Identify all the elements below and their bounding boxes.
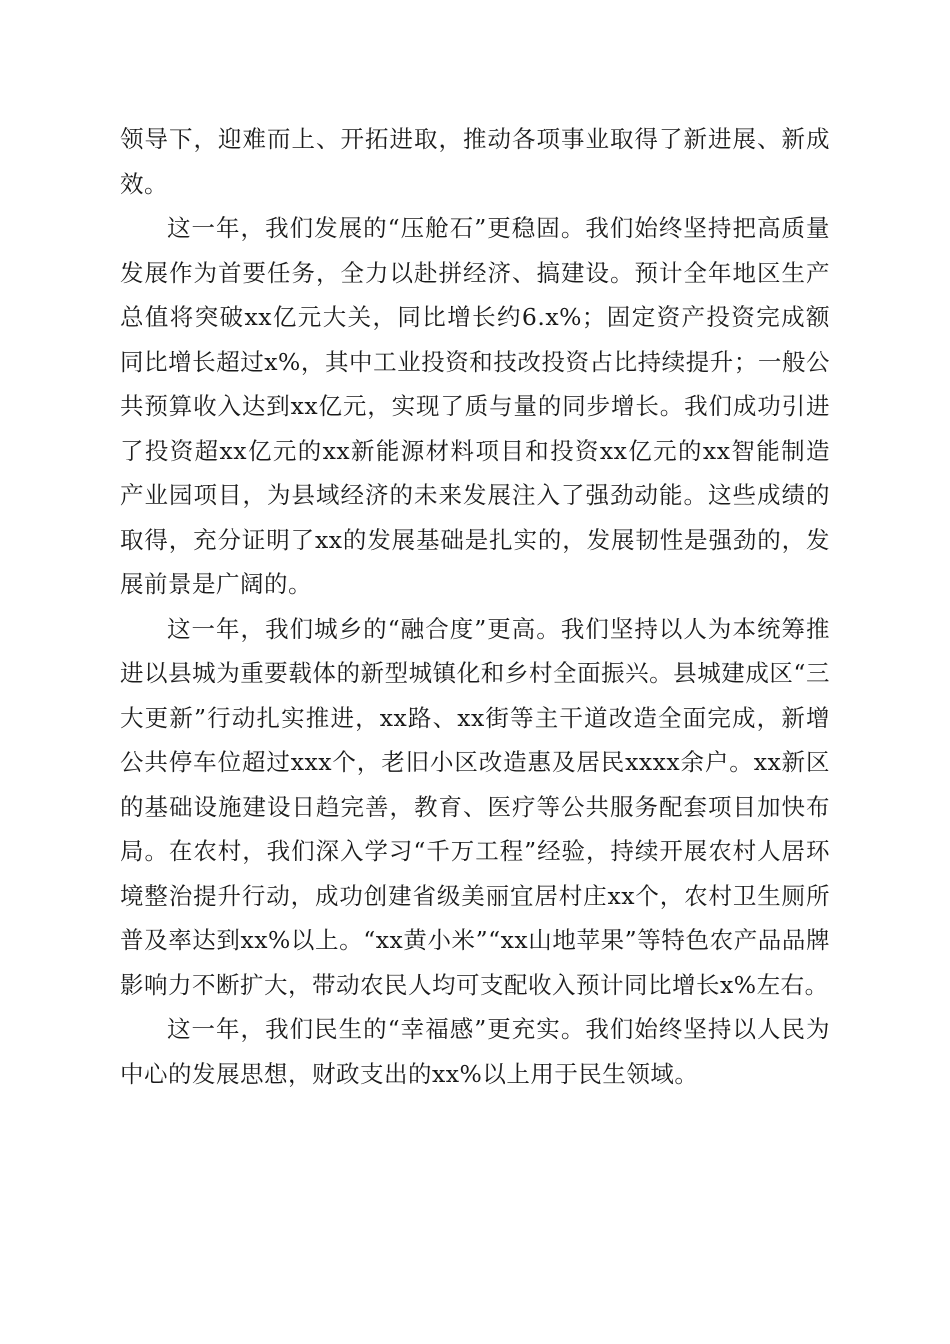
paragraph-continuation: 领导下，迎难而上、开拓进取，推动各项事业取得了新进展、新成效。 xyxy=(120,125,830,198)
paragraph-economy: 这一年，我们发展的“压舱石”更稳固。我们始终坚持把高质量发展作为首要任务，全力以赴拼经济、搞建设。预计全年地区生产总值将突破xx亿元大关，同比增长约6.x%；固定资产投资完成额同比增长超过x%，其中工业投资和技改投资占比持续提升；一般公共预算收入达到xx亿元，实现了质与量的同步增长。我们成功引进了投资超xx亿元的xx新能源材料项目和投资xx亿元的xx智能制造产业园项目，为县域经济的未来发展注入了强劲动能。这些成绩的取得，充分证明了xx的发展基础是扎实的，发展韧性是强劲的，发展前景是广阔的。 xyxy=(120,214,830,598)
paragraph-urban-rural: 这一年，我们城乡的“融合度”更高。我们坚持以人为本统筹推进以县城为重要载体的新型城镇化和乡村全面振兴。县城建成区“三大更新”行动扎实推进，xx路、xx街等主干道改造全面完成，新增公共停车位超过xxx个，老旧小区改造惠及居民xxxx余户。xx新区的基础设施建设日趋完善，教育、医疗等公共服务配套项目加快布局。在农村，我们深入学习“千万工程”经验，持续开展农村人居环境整治提升行动，成功创建省级美丽宜居村庄xx个，农村卫生厕所普及率达到xx%以上。“xx黄小米”“xx山地苹果”等特色农产品品牌影响力不断扩大，带动农民人均可支配收入预计同比增长x%左右。 xyxy=(120,614,830,999)
document-body xyxy=(120,117,830,1096)
paragraph-livelihood: 这一年，我们民生的“幸福感”更充实。我们始终坚持以人民为中心的发展思想，财政支出的xx%以上用于民生领域。 xyxy=(120,1015,830,1088)
